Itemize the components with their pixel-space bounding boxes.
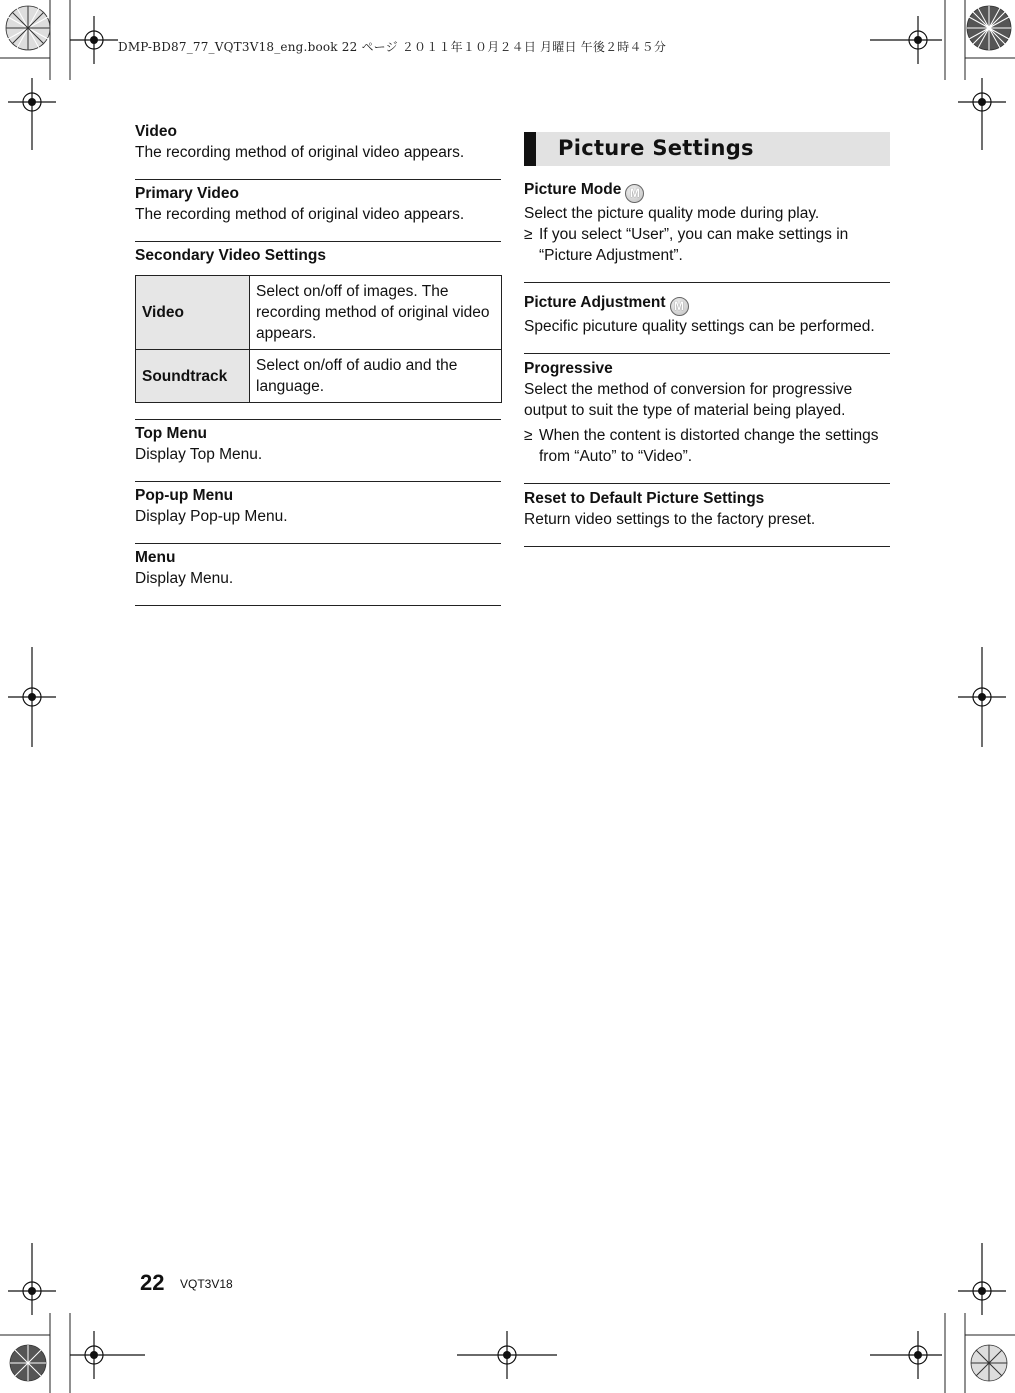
item-progressive	[524, 359, 890, 467]
item-desc: The recording method of original video appears.	[135, 206, 465, 223]
left-column	[135, 122, 501, 610]
divider	[524, 282, 890, 283]
section-heading	[524, 132, 890, 166]
item-picture-adjustment	[524, 293, 890, 337]
item-desc: Select the picture quality mode during play.	[524, 205, 820, 222]
item-picture-mode	[524, 180, 890, 266]
note	[524, 224, 890, 266]
divider	[524, 546, 890, 547]
divider	[135, 605, 501, 606]
item-term: Reset to Default Picture Settings	[524, 490, 765, 507]
item-secondary-video-settings	[135, 246, 501, 403]
divider	[135, 179, 501, 180]
table-cell-key: Video	[136, 276, 250, 350]
secondary-settings-table	[135, 275, 502, 403]
table-cell-value: Select on/off of images. The recording method of original video appears.	[250, 276, 502, 350]
note-text: When the content is distorted change the settings from “Auto” to “Video”.	[539, 427, 879, 465]
item-term	[524, 293, 890, 316]
item-desc: Display Top Menu.	[135, 446, 263, 463]
divider	[524, 353, 890, 354]
item-desc: Select the method of conversion for progressive output to suit the type of material being played.	[524, 381, 853, 419]
page-number: 22	[140, 1270, 165, 1295]
divider	[524, 483, 890, 484]
divider	[135, 241, 501, 242]
item-menu	[135, 548, 501, 589]
section-title: Picture Settings	[558, 136, 754, 160]
item-term: Primary Video	[135, 185, 239, 202]
note	[524, 425, 890, 467]
item-video	[135, 122, 501, 163]
table-cell-key: Soundtrack	[136, 350, 250, 403]
item-term: Secondary Video Settings	[135, 247, 326, 264]
running-head: DMP-BD87_77_VQT3V18_eng.book 22 ページ ２０１１年１０月２４日 月曜日 午後２時４５分	[118, 40, 667, 54]
item-desc: Specific picuture quality settings can be performed.	[524, 318, 875, 335]
divider	[135, 481, 501, 482]
bullet-icon: ≥	[524, 427, 533, 444]
m-badge-icon: M	[670, 297, 689, 316]
note-text: If you select “User”, you can make settings in “Picture Adjustment”.	[539, 226, 849, 264]
item-top-menu	[135, 424, 501, 465]
item-term	[524, 180, 890, 203]
m-badge-icon: M	[625, 184, 644, 203]
bullet-icon: ≥	[524, 226, 533, 243]
table-row	[136, 350, 502, 403]
item-term: Pop-up Menu	[135, 487, 234, 504]
item-desc: Display Menu.	[135, 570, 234, 587]
item-primary-video	[135, 184, 501, 225]
divider	[135, 543, 501, 544]
item-reset	[524, 489, 890, 530]
term-text: Picture Mode	[524, 181, 622, 198]
table-row	[136, 276, 502, 350]
item-desc: Return video settings to the factory preset.	[524, 511, 816, 528]
term-text: Picture Adjustment	[524, 294, 666, 311]
divider	[135, 419, 501, 420]
item-desc: Display Pop-up Menu.	[135, 508, 288, 525]
item-term: Menu	[135, 549, 176, 566]
item-term: Video	[135, 123, 177, 140]
item-term: Progressive	[524, 360, 613, 377]
item-term: Top Menu	[135, 425, 208, 442]
item-popup-menu	[135, 486, 501, 527]
table-cell-value: Select on/off of audio and the language.	[250, 350, 502, 403]
document-code: VQT3V18	[180, 1277, 233, 1291]
item-desc: The recording method of original video appears.	[135, 144, 465, 161]
right-column	[524, 132, 890, 551]
